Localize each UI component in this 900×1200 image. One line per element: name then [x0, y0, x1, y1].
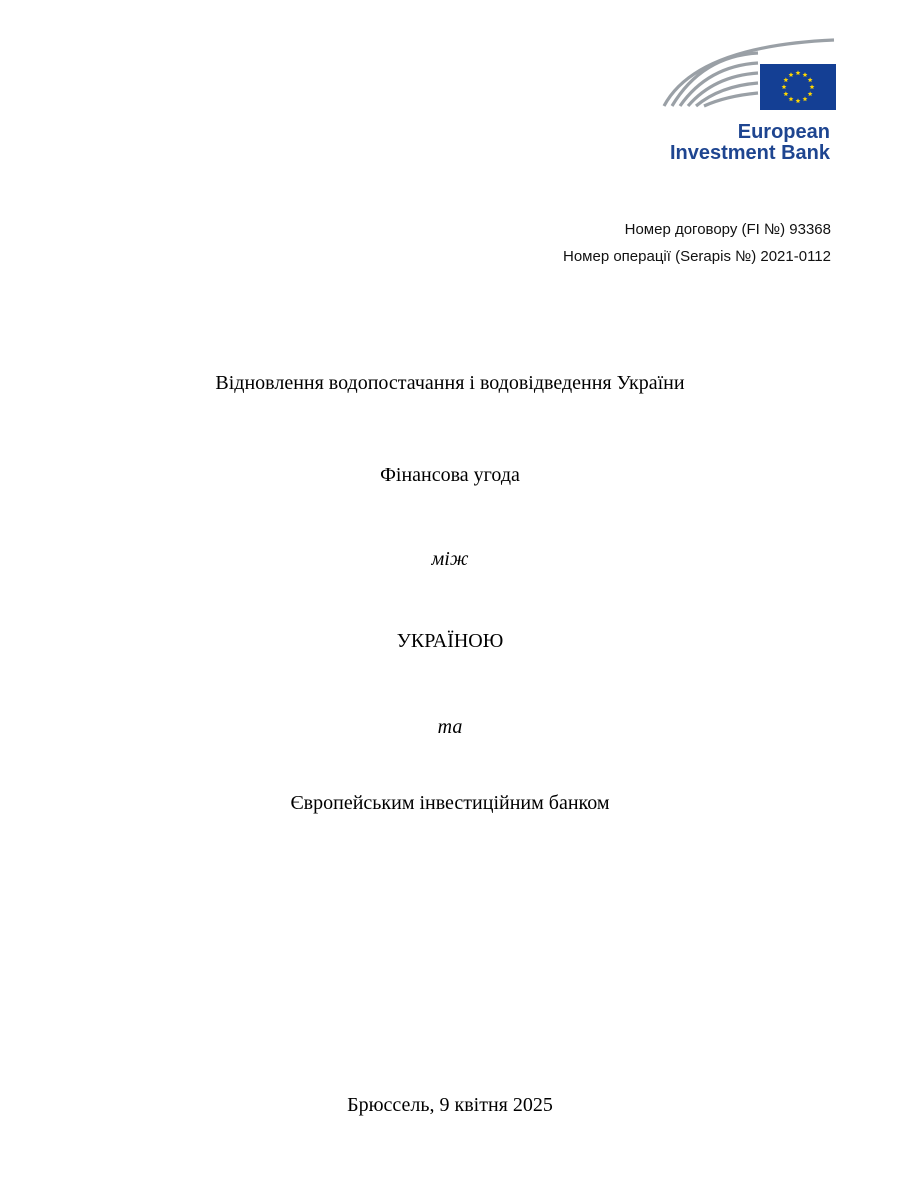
- document-subtitle: Фінансова угода: [380, 464, 520, 486]
- place-and-date: Брюссель, 9 квітня 2025: [347, 1094, 553, 1116]
- logo-text-line2: Investment Bank: [669, 142, 830, 164]
- eib-logo-text: [670, 122, 830, 164]
- and-word: та: [437, 716, 463, 738]
- document-title: Відновлення водопостачання і водовідведення України: [215, 372, 685, 394]
- logo-text-line1: European: [737, 121, 830, 143]
- contract-number: Номер договору (FI №) 93368: [624, 221, 831, 238]
- operation-number: Номер операції (Serapis №) 2021-0112: [563, 248, 831, 265]
- eib-emblem-icon: [656, 34, 836, 114]
- reference-numbers: [563, 216, 831, 270]
- eib-logo: [650, 34, 840, 164]
- party-ukraine: УКРАЇНОЮ: [396, 630, 504, 652]
- party-eib: Європейським інвестиційним банком: [290, 792, 610, 814]
- between-word: між: [431, 548, 469, 570]
